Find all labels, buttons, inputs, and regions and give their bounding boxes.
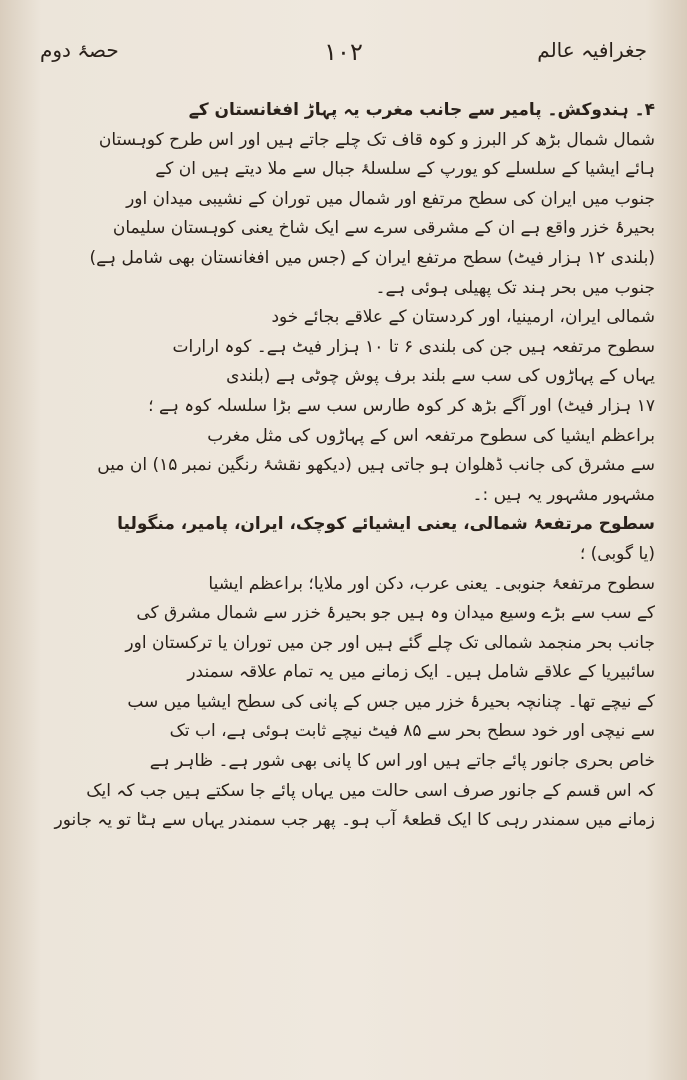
text-line: جنوب میں ایران کی سطح مرتفع اور شمال میں توران کے نشیبی میدان اور (126, 188, 655, 209)
text-line: بحیرۂ خزر واقع ہے ان کے مشرقی سرے سے ایک شاخ یعنی کوہستان سلیمان (112, 218, 655, 239)
body-text (30, 96, 655, 836)
text-line: خاص بحری جانور پائے جاتے ہیں اور اس کا پانی بھی شور ہے۔ ظاہر ہے (149, 751, 655, 772)
text-line: ہائے ایشیا کے سلسلے کو یورپ کے سلسلۂ جبال سے ملا دیتے ہیں ان کے (155, 159, 655, 180)
text-line: جنوب میں بحر ہند تک پھیلی ہوئی ہے۔ (375, 277, 655, 298)
text-line: مشہور مشہور یہ ہیں :۔ (472, 484, 655, 505)
text-line: کے سب سے بڑے وسیع میدان وہ ہیں جو بحیرۂ خزر سے شمال مشرق کی (136, 603, 655, 624)
text-line: کے نیچے تھا۔ چنانچہ بحیرۂ خزر میں جس کے پانی کی سطح ایشیا میں سب (127, 691, 655, 712)
text-line: سے نیچی اور خود سطح بحر سے ۸۵ فیٹ نیچے ثابت ہوئی ہے، اب تک (169, 721, 655, 742)
text-line: شمالی ایران، ارمینیا، اور کردستان کے علاقے بجائے خود (271, 307, 655, 328)
text-line: سائبیریا کے علاقے شامل ہیں۔ ایک زمانے میں یہ تمام علاقہ سمندر (187, 662, 655, 683)
text-line: یہاں کے پہاڑوں کی سب سے بلند برف پوش چوٹی ہے (بلندی (226, 366, 655, 387)
page-number: ۱۰۲ (324, 38, 363, 66)
text-line: سطوح مرتفعہ ہیں جن کی بلندی ۶ تا ۱۰ ہزار فیٹ ہے۔ کوہ ارارات (172, 336, 655, 357)
text-line: جانب بحر منجمد شمالی تک چلے گئے ہیں اور جن میں توران یا ترکستان اور (125, 632, 655, 653)
page-header (40, 38, 647, 78)
text-line: زمانے میں سمندر رہی کا ایک قطعۂ آب ہو۔ پھر جب سمندر یہاں سے ہٹا تو یہ جانور (54, 810, 655, 831)
text-line: ۱۷ ہزار فیٹ) اور آگے بڑھ کر کوہ طارس سب سے بڑا سلسلہ کوہ ہے ؛ (148, 395, 655, 416)
text-line: (یا گوبی) ؛ (579, 543, 655, 564)
part-label: حصۂ دوم (40, 38, 119, 62)
text-line: سطوح مرتفعۂ شمالی، یعنی ایشیائے کوچک، ایران، پامیر، منگولیا (117, 514, 655, 535)
text-line: سطوح مرتفعۂ جنوبی۔ یعنی عرب، دکن اور ملایا؛ براعظم ایشیا (208, 573, 655, 594)
text-line: براعظم ایشیا کی سطوح مرتفعہ اس کے پہاڑوں کی مثل مغرب (207, 425, 655, 446)
text-line: (بلندی ۱۲ ہزار فیٹ) سطح مرتفع ایران کے (جس میں افغانستان بھی شامل ہے) (89, 247, 655, 268)
running-title: جغرافیہ عالم (537, 38, 647, 62)
text-line: سے مشرق کی جانب ڈھلوان ہو جاتی ہیں (دیکھو نقشۂ رنگین نمبر ۱۵) ان میں (97, 455, 655, 476)
text-line: کہ اس قسم کے جانور صرف اسی حالت میں یہاں پائے جا سکتے ہیں جب کہ ایک (86, 780, 655, 801)
text-line: شمال شمال بڑھ کر البرز و کوہ قاف تک چلے جاتے ہیں اور اس طرح کوہستان (98, 129, 655, 150)
text-line: ۴۔ ہندوکش۔ پامیر سے جانب مغرب یہ پہاڑ افغانستان کے (188, 100, 655, 120)
